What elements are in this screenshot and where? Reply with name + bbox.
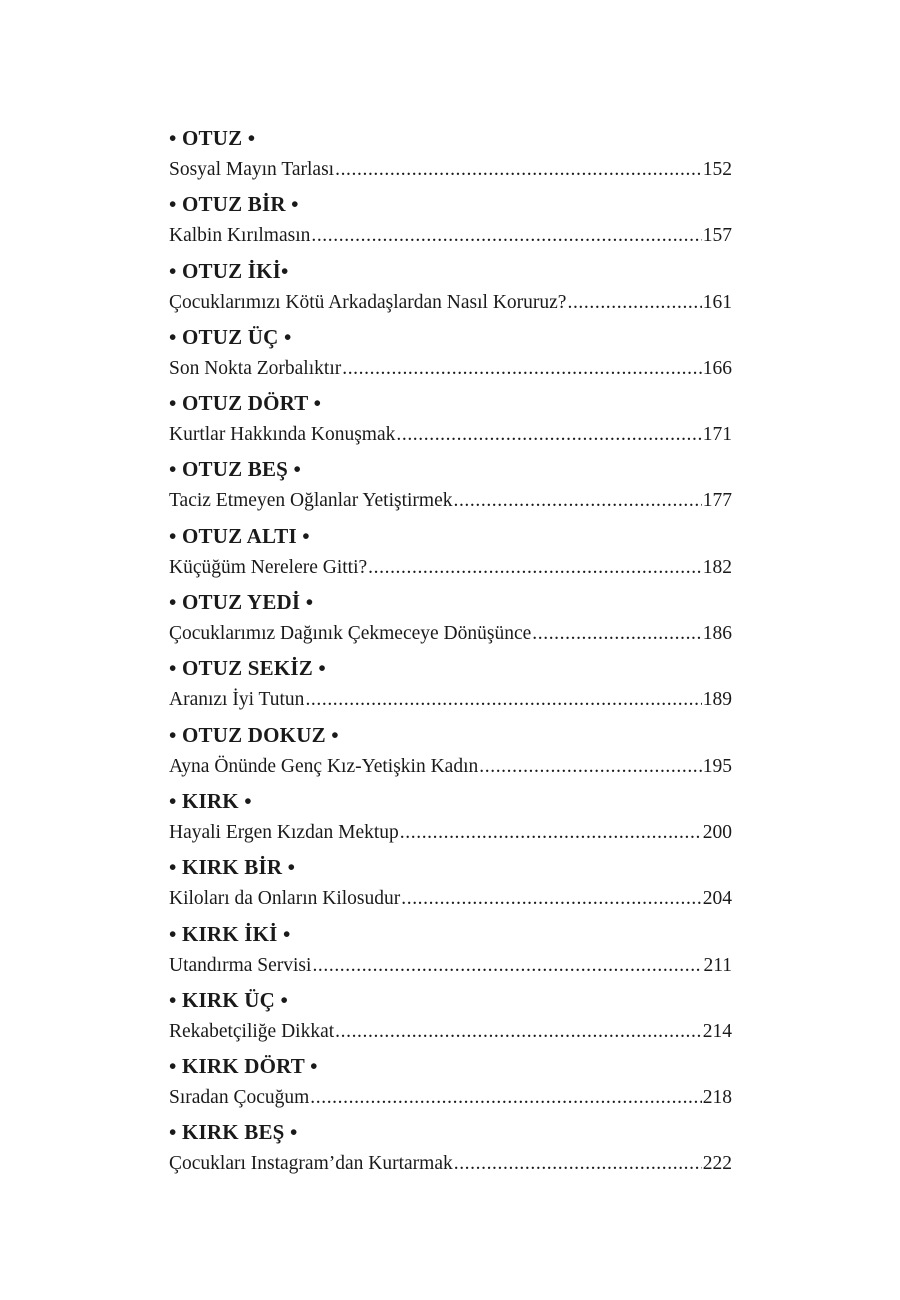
dot-leader: [396, 422, 701, 448]
toc-entry: [169, 1052, 732, 1118]
page-number: 157: [702, 225, 732, 247]
section-title: Çocuklarımızı Kötü Arkadaşlardan Nasıl Koruruz?: [169, 291, 567, 313]
page-number: 186: [702, 623, 732, 645]
toc-entry: [169, 257, 732, 323]
dot-leader: [342, 356, 702, 382]
section-title: Utandırma Servisi: [169, 954, 312, 976]
toc-entry: [169, 986, 732, 1052]
section-title: Kurtlar Hakkında Konuşmak: [169, 424, 396, 446]
toc-line: [169, 290, 732, 316]
dot-leader: [310, 1085, 701, 1111]
toc-line: [169, 356, 732, 382]
dot-leader: [335, 1019, 702, 1045]
toc-line: [169, 886, 732, 912]
dot-leader: [454, 1151, 702, 1177]
dot-leader: [312, 953, 702, 979]
chapter-heading: • KIRK ÜÇ •: [169, 987, 288, 1012]
page-number: 171: [702, 424, 732, 446]
page-number: 177: [702, 490, 732, 512]
section-title: Hayali Ergen Kızdan Mektup: [169, 821, 399, 843]
dot-leader: [335, 157, 702, 183]
toc-entry: [169, 1118, 732, 1184]
toc-line: [169, 820, 732, 846]
dot-leader: [479, 754, 701, 780]
page-number: 211: [703, 954, 732, 976]
page-number: 166: [702, 357, 732, 379]
toc-entry: [169, 853, 732, 919]
toc-entry: [169, 721, 732, 787]
section-title: Kiloları da Onların Kilosudur: [169, 888, 401, 910]
dot-leader: [453, 488, 701, 514]
toc-line: [169, 422, 732, 448]
section-title: Çocuklarımız Dağınık Çekmeceye Dönüşünce: [169, 623, 532, 645]
chapter-heading: • KIRK •: [169, 788, 252, 813]
chapter-heading: • OTUZ YEDİ •: [169, 590, 314, 615]
dot-leader: [401, 886, 702, 912]
toc-line: [169, 953, 732, 979]
toc-entry: [169, 654, 732, 720]
toc-entry: [169, 588, 732, 654]
page-number: 204: [702, 888, 732, 910]
page-number: 222: [702, 1153, 732, 1175]
dot-leader: [567, 290, 701, 316]
dot-leader: [311, 223, 701, 249]
chapter-heading: • OTUZ DOKUZ •: [169, 722, 339, 747]
toc-entry: [169, 323, 732, 389]
toc-line: [169, 687, 732, 713]
toc-entry: [169, 190, 732, 256]
toc-entry: [169, 124, 732, 190]
section-title: Aranızı İyi Tutun: [169, 689, 305, 711]
page-number: 189: [702, 689, 732, 711]
page-number: 214: [702, 1020, 732, 1042]
section-title: Rekabetçiliğe Dikkat: [169, 1020, 335, 1042]
dot-leader: [532, 621, 701, 647]
page-number: 195: [702, 755, 732, 777]
chapter-heading: • KIRK İKİ •: [169, 921, 291, 946]
chapter-heading: • OTUZ BİR •: [169, 192, 299, 217]
toc-entry: [169, 787, 732, 853]
section-title: Sıradan Çocuğum: [169, 1087, 310, 1109]
toc-entry: [169, 389, 732, 455]
section-title: Ayna Önünde Genç Kız-Yetişkin Kadın: [169, 755, 479, 777]
toc-line: [169, 555, 732, 581]
section-title: Küçüğüm Nerelere Gitti?: [169, 556, 368, 578]
chapter-heading: • KIRK BEŞ •: [169, 1120, 298, 1145]
toc-line: [169, 157, 732, 183]
section-title: Sosyal Mayın Tarlası: [169, 159, 335, 180]
page-number: 218: [702, 1087, 732, 1109]
chapter-heading: • OTUZ •: [169, 126, 256, 150]
dot-leader: [305, 687, 701, 713]
toc-entry: [169, 920, 732, 986]
section-title: Son Nokta Zorbalıktır: [169, 357, 342, 379]
page-number: 200: [702, 821, 732, 843]
section-title: Taciz Etmeyen Oğlanlar Yetiştirmek: [169, 490, 453, 512]
page-number: 182: [702, 556, 732, 578]
toc-line: [169, 488, 732, 514]
toc-line: [169, 1019, 732, 1045]
toc-line: [169, 754, 732, 780]
toc-line: [169, 1151, 732, 1177]
table-of-contents: [169, 124, 732, 1185]
chapter-heading: • OTUZ BEŞ •: [169, 457, 302, 482]
section-title: Kalbin Kırılmasın: [169, 225, 311, 247]
section-title: Çocukları Instagram’dan Kurtarmak: [169, 1153, 453, 1175]
dot-leader: [400, 820, 702, 846]
chapter-heading: • KIRK DÖRT •: [169, 1054, 318, 1079]
dot-leader: [368, 555, 702, 581]
chapter-heading: • OTUZ SEKİZ •: [169, 656, 326, 681]
chapter-heading: • OTUZ ALTI •: [169, 523, 310, 548]
chapter-heading: • OTUZ İKİ•: [169, 258, 289, 283]
toc-entry: [169, 455, 732, 521]
chapter-heading: • OTUZ DÖRT •: [169, 391, 322, 416]
toc-entry: [169, 522, 732, 588]
page-number: 161: [702, 291, 732, 313]
toc-line: [169, 223, 732, 249]
chapter-heading: • OTUZ ÜÇ •: [169, 324, 292, 349]
chapter-heading: • KIRK BİR •: [169, 855, 296, 880]
toc-line: [169, 621, 732, 647]
page-number: 152: [702, 159, 732, 180]
toc-line: [169, 1085, 732, 1111]
